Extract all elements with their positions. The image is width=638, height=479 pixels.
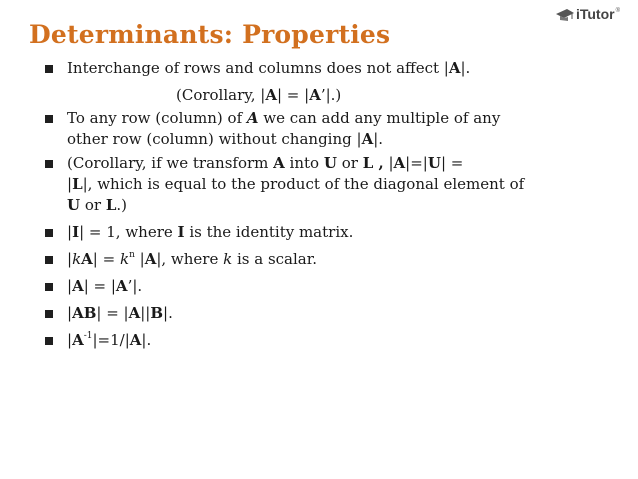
logo-text: iTutor (575, 6, 615, 22)
bullet-item-inverse (45, 330, 615, 351)
graduation-cap-icon (555, 8, 575, 22)
bullet-item-scalar (45, 249, 615, 270)
bullet-item-add-multiple (45, 108, 615, 150)
bullet-square-icon (45, 229, 53, 237)
bullet-item-interchange (45, 58, 615, 79)
corollary-line (45, 85, 615, 106)
bullet-item-transpose (45, 276, 615, 297)
bullet-text: (Corollary, if we transform A into U or L , |A|=|U| = |L|, which is equal to the product of the diagonal element of U or L.) (67, 154, 525, 214)
corollary-text: (Corollary, |A| = |A’|.) (176, 86, 342, 104)
bullet-item-identity (45, 222, 615, 243)
bullet-square-icon (45, 337, 53, 345)
bullet-item-product (45, 303, 615, 324)
bullet-text: $|A^{-1}|=1/|A|$. (67, 331, 152, 349)
bullet-square-icon (45, 65, 53, 73)
bullet-text: Interchange of rows and columns does not affect |A|. (67, 59, 471, 77)
bullet-text: |A| = |A’|. (67, 277, 143, 295)
bullet-text: |I| = 1, where I is the identity matrix. (67, 223, 354, 241)
slide-title: Determinants: Properties (29, 20, 391, 49)
bullet-square-icon (45, 256, 53, 264)
bullet-item-transform-corollary (45, 153, 615, 216)
bullet-square-icon (45, 160, 53, 168)
bullet-square-icon (45, 283, 53, 291)
bullet-square-icon (45, 310, 53, 318)
itutor-logo (555, 6, 620, 22)
bullet-text: $|kA| = k^n$ |A|, where k is a scalar. (67, 250, 318, 268)
properties-list (45, 58, 615, 351)
bullet-text: To any row (column) of A we can add any multiple of any other row (column) without changing |A|. (67, 109, 501, 148)
bullet-square-icon (45, 115, 53, 123)
bullet-text: |AB| = |A||B|. (67, 304, 173, 322)
logo-registered-mark: ® (615, 8, 620, 14)
